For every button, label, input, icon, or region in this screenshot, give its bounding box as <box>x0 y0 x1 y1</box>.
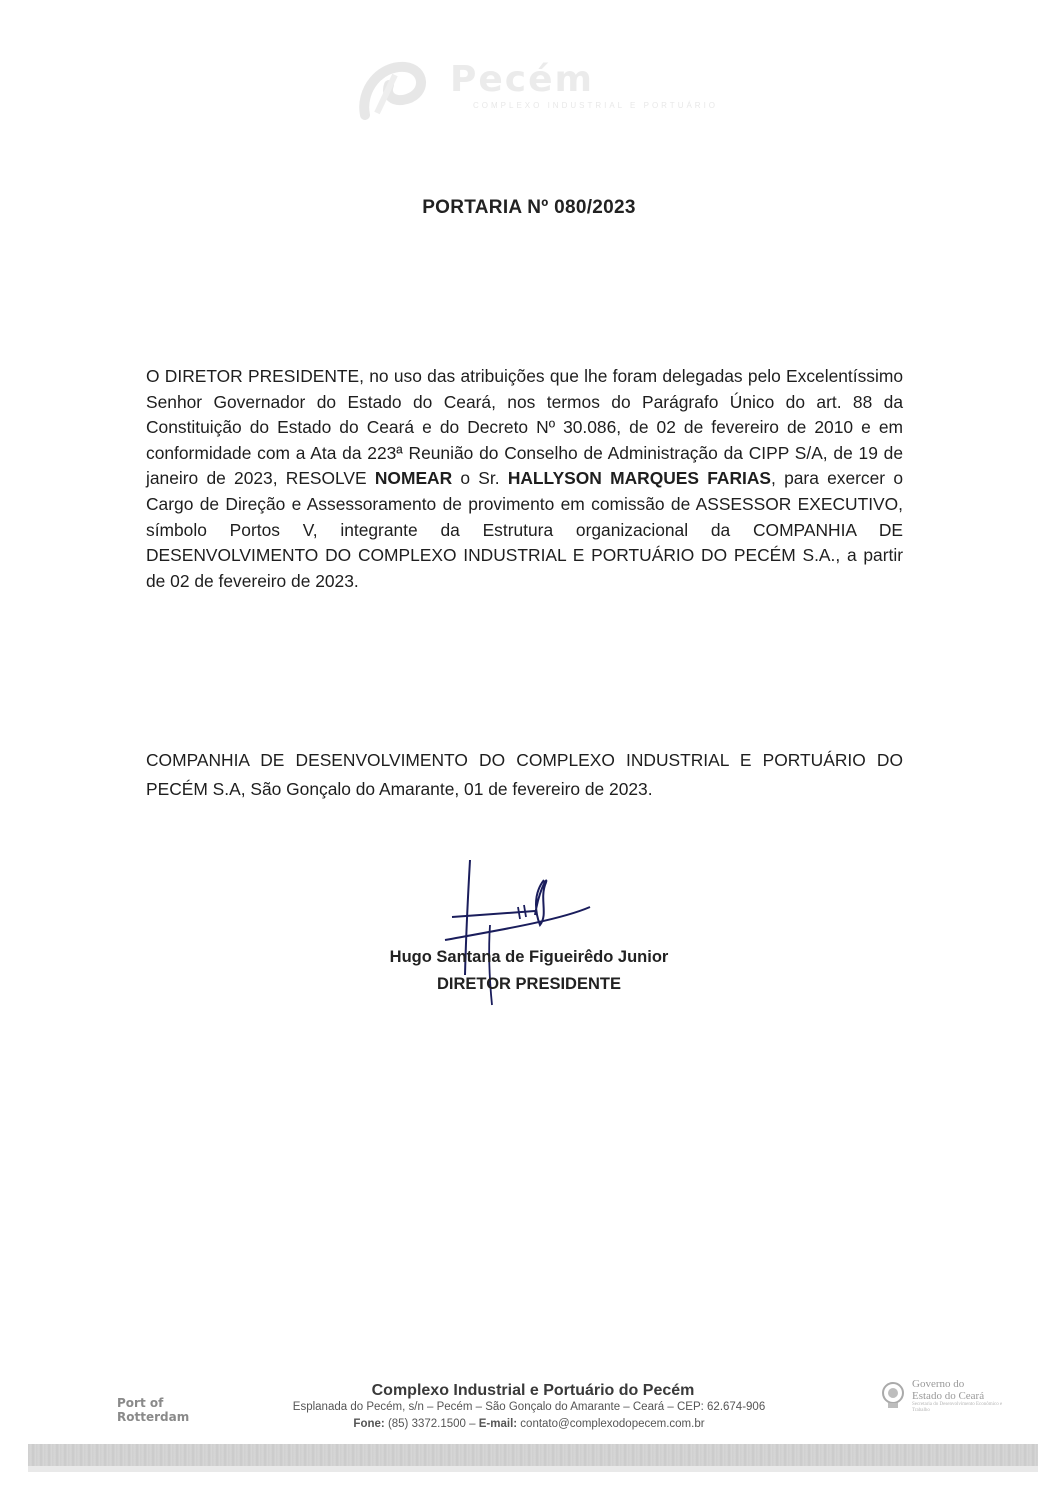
logo-wordmark: Pecém <box>450 59 595 100</box>
governo-ceara-logo <box>880 1378 1020 1418</box>
state-crest-icon <box>880 1380 906 1410</box>
phone-value: (85) 3372.1500 <box>387 1418 466 1430</box>
body-text-part: O DIRETOR PRESIDENTE, no uso das atribuições que lhe foram delegadas pelo Excelentíssimo Senhor Governador do Estado do Ceará, nos termos do Parágrafo Único do art. 88 da Constituição do Estado do Ceará e do Decreto Nº 30.086, de 02 de fevereiro de 2010 e em conformidade com a Ata da 223ª Reunião do Conselho de Administração da CIPP S/A, de 19 de janeiro de 2023, RESOLVE <box>146 366 903 489</box>
footer-address: Esplanada do Pecém, s/n – Pecém – São Gonçalo do Amarante – Ceará – CEP: 62.674-906 <box>292 1401 766 1413</box>
partner-line: Port of <box>117 1396 164 1410</box>
body-text-part: o Sr. <box>452 468 508 489</box>
footer-contact: Fone: (85) 3372.1500 – E-mail: contato@complexodopecem.com.br <box>353 1418 705 1430</box>
signatory-name: Hugo Santana de Figueirêdo Junior <box>389 948 669 966</box>
body-text-part: , para exercer o Cargo de Direção e Assessoramento de provimento em comissão de ASSESSOR EXECUTIVO, símbolo Portos V, integrante da Estrutura organizacional da COMPANHIA DE DESENVOLVIMENTO DO COMPLEXO INDUSTRIAL E PORTUÁRIO DO PECÉM S.A., a partir de 02 de fevereiro de 2023. <box>146 468 904 591</box>
gov-secretariat: Secretaria do Desenvolvimento Econômico e Trabalho <box>912 1402 1003 1413</box>
signatory-role: DIRETOR PRESIDENTE <box>437 975 621 993</box>
body-bold-action: NOMEAR <box>374 468 453 489</box>
scan-edge-band <box>28 1444 1038 1466</box>
logo-tagline: COMPLEXO INDUSTRIAL E PORTUÁRIO <box>473 101 719 110</box>
gov-line: Estado do Ceará <box>912 1390 985 1402</box>
document-closing: COMPANHIA DE DESENVOLVIMENTO DO COMPLEXO INDUSTRIAL E PORTUÁRIO DO PECÉM S.A, São Gonçalo do Amarante, 01 de fevereiro de 2023. <box>146 750 903 799</box>
footer-org-name: Complexo Industrial e Portuário do Pecém <box>371 1382 695 1399</box>
gov-line: Governo do <box>912 1378 965 1390</box>
email-value: contato@complexodopecem.com.br <box>520 1418 705 1430</box>
body-bold-person: HALLYSON MARQUES FARIAS <box>507 468 771 489</box>
scan-edge-band <box>28 1466 1038 1472</box>
email-label: E-mail: <box>478 1418 518 1430</box>
document-title: PORTARIA Nº 080/2023 <box>422 197 636 218</box>
phone-label: Fone: <box>353 1418 385 1430</box>
partner-line: Rotterdam <box>117 1410 190 1424</box>
pecem-logo-icon <box>355 55 435 120</box>
gov-text <box>912 1378 1020 1414</box>
document-body <box>146 364 903 594</box>
header-logo <box>355 55 719 125</box>
